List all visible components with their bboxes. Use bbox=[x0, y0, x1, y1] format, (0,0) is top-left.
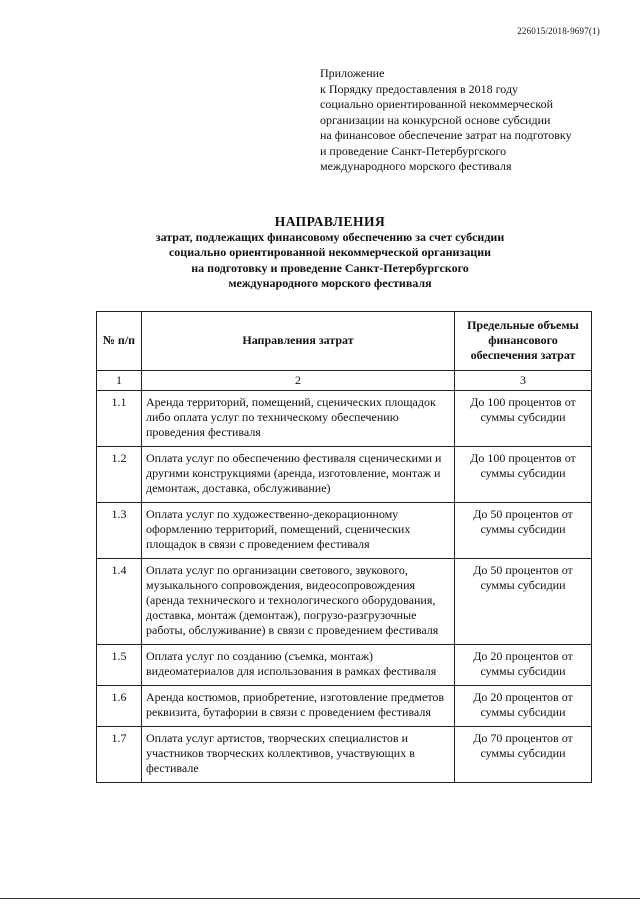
appendix-line: Приложение bbox=[320, 66, 385, 80]
row-number: 1.1 bbox=[97, 391, 142, 447]
appendix-line: организации на конкурсной основе субсидии bbox=[320, 112, 551, 127]
title-heading: НАПРАВЛЕНИЯ bbox=[274, 214, 386, 229]
row-number: 1.5 bbox=[97, 645, 142, 686]
column-numbers-row bbox=[97, 371, 592, 391]
appendix-line: на финансовое обеспечение затрат на подготовку bbox=[320, 128, 572, 142]
row-number: 1.2 bbox=[97, 447, 142, 503]
header-number: № п/п bbox=[97, 312, 142, 371]
title-line: на подготовку и проведение Санкт-Петербургского bbox=[191, 260, 469, 275]
table-header-row bbox=[97, 312, 592, 371]
row-limit: До 100 процентов от суммы субсидии bbox=[455, 391, 592, 447]
row-direction: Оплата услуг по организации светового, звукового, музыкального сопровождения, видеосопровождения (аренда технического и технологического оборудования, доставка, монтаж (демонтаж), погрузо-разгрузочные работы, обслуживание) в связи с проведением фестиваля bbox=[142, 559, 455, 645]
appendix-line: международного морского фестиваля bbox=[320, 159, 512, 173]
row-direction: Аренда территорий, помещений, сценических площадок либо оплата услуг по техническому обеспечению проведения фестиваля bbox=[142, 391, 455, 447]
bottom-rule bbox=[0, 898, 640, 899]
appendix-line: к Порядку предоставления в 2018 году bbox=[320, 81, 519, 96]
expense-directions-table bbox=[96, 311, 592, 783]
table-row bbox=[97, 686, 592, 727]
title-line: затрат, подлежащих финансовому обеспечению за счет субсидии bbox=[155, 229, 505, 244]
table-row bbox=[97, 391, 592, 447]
appendix-line: и проведение Санкт-Петербургского bbox=[320, 143, 507, 158]
table-row bbox=[97, 727, 592, 783]
row-direction: Оплата услуг по художественно-декорационному оформлению территорий, помещений, сценических площадок в связи с проведением фестиваля bbox=[142, 503, 455, 559]
document-id: 226015/2018-9697(1) bbox=[517, 26, 600, 36]
title-line: социально ориентированной некоммерческой организации bbox=[168, 245, 492, 259]
column-number: 2 bbox=[142, 371, 455, 391]
row-limit: До 100 процентов от суммы субсидии bbox=[455, 447, 592, 503]
row-direction: Оплата услуг по обеспечению фестиваля сценическими и другими конструкциями (аренда, изготовление, монтаж и демонтаж, доставка, обслуживание) bbox=[142, 447, 455, 503]
table-body bbox=[97, 371, 592, 783]
title-line: международного морского фестиваля bbox=[228, 276, 432, 290]
row-number: 1.4 bbox=[97, 559, 142, 645]
row-limit: До 20 процентов от суммы субсидии bbox=[455, 645, 592, 686]
row-limit: До 20 процентов от суммы субсидии bbox=[455, 686, 592, 727]
header-direction: Направления затрат bbox=[142, 312, 455, 371]
column-number: 1 bbox=[97, 371, 142, 391]
table-row bbox=[97, 447, 592, 503]
document-title bbox=[60, 214, 600, 292]
row-limit: До 50 процентов от суммы субсидии bbox=[455, 503, 592, 559]
row-number: 1.7 bbox=[97, 727, 142, 783]
column-number: 3 bbox=[455, 371, 592, 391]
row-direction: Аренда костюмов, приобретение, изготовление предметов реквизита, бутафории в связи с проведением фестиваля bbox=[142, 686, 455, 727]
table-row bbox=[97, 645, 592, 686]
appendix-line: социально ориентированной некоммерческой bbox=[320, 97, 554, 111]
header-limit: Предельные объемы финансового обеспечения затрат bbox=[455, 312, 592, 371]
row-direction: Оплата услуг артистов, творческих специалистов и участников творческих коллективов, участвующих в фестивале bbox=[142, 727, 455, 783]
appendix-header bbox=[320, 66, 610, 175]
table-row bbox=[97, 559, 592, 645]
row-direction: Оплата услуг по созданию (съемка, монтаж) видеоматериалов для использования в рамках фестиваля bbox=[142, 645, 455, 686]
row-number: 1.3 bbox=[97, 503, 142, 559]
table-row bbox=[97, 503, 592, 559]
row-number: 1.6 bbox=[97, 686, 142, 727]
row-limit: До 70 процентов от суммы субсидии bbox=[455, 727, 592, 783]
row-limit: До 50 процентов от суммы субсидии bbox=[455, 559, 592, 645]
